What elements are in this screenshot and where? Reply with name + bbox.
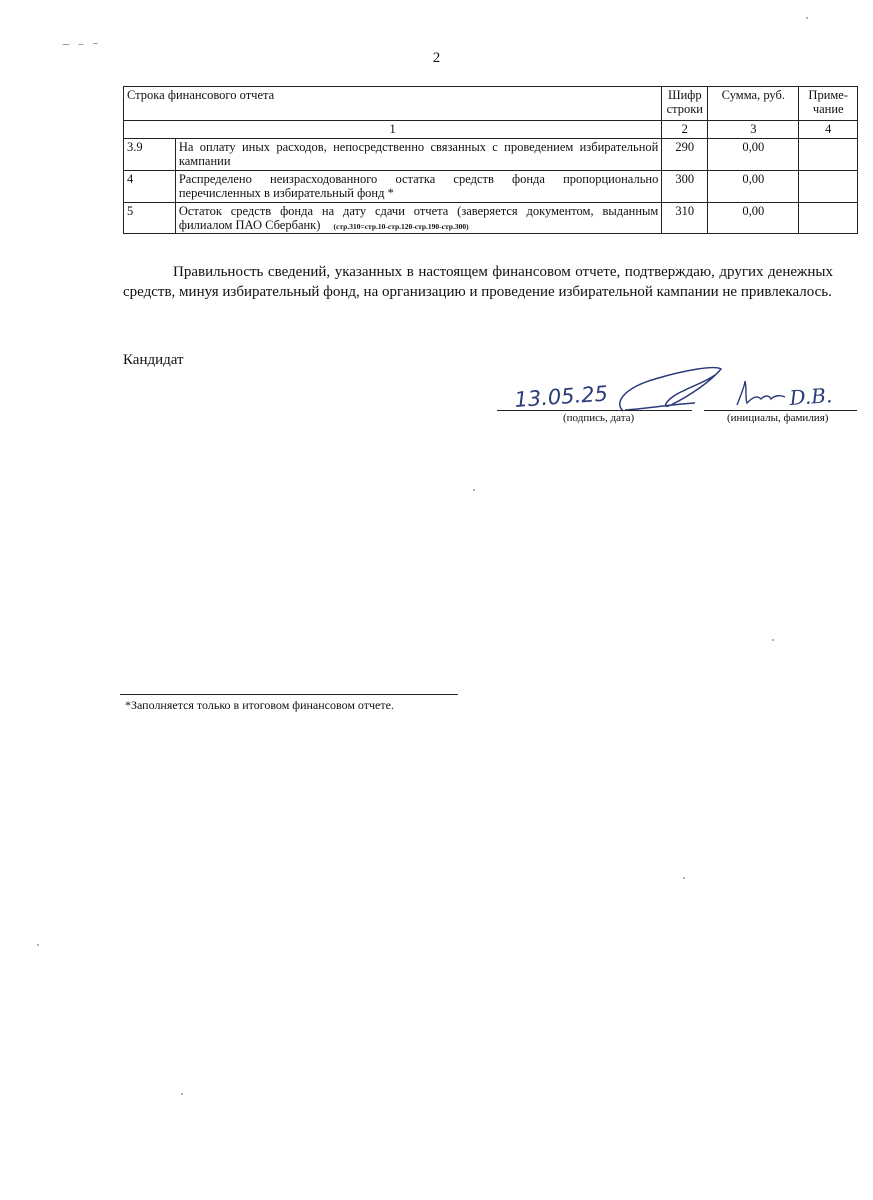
statement-paragraph: Правильность сведений, указанных в настоящем финансовом отчете, подтверждаю, других денежных средств, минуя избирательный фонд, на организацию и проведение избирательной кампании не привлекалось. <box>123 264 833 300</box>
table-row <box>124 170 858 202</box>
column-number: 2 <box>662 121 708 139</box>
row-formula: (стр.310=стр.10-стр.120-стр.190-стр.300) <box>333 221 469 231</box>
column-numbers-row <box>124 121 858 139</box>
scan-speck <box>37 944 39 946</box>
page-number: 2 <box>432 50 441 66</box>
table-row <box>124 202 858 234</box>
row-code: 300 <box>662 170 708 202</box>
row-code: 310 <box>662 202 708 234</box>
header-sum: Сумма, руб. <box>708 87 799 121</box>
table-header-row <box>124 87 858 121</box>
row-sum: 0,00 <box>708 202 799 234</box>
row-note <box>799 170 858 202</box>
candidate-label: Кандидат <box>123 352 184 368</box>
signature-line <box>497 410 692 411</box>
row-note <box>799 202 858 234</box>
scan-speck <box>62 44 70 45</box>
handwritten-name: D.B. <box>788 383 833 410</box>
header-report-line: Строка финансового отчета <box>124 87 662 121</box>
row-name: Распределено неизрасходованного остатка средств фонда пропорционально перечисленных в избирательный фонд * <box>175 170 661 202</box>
initials-line <box>704 410 857 411</box>
column-number: 1 <box>124 121 662 139</box>
row-name-cell <box>175 202 661 234</box>
scan-speck <box>78 44 84 45</box>
row-name: На оплату иных расходов, непосредственно связанных с проведением избирательной кампании <box>175 139 661 171</box>
scan-speck <box>473 489 475 491</box>
scan-speck <box>181 1093 183 1095</box>
scan-speck <box>93 43 98 44</box>
row-name: Остаток средств фонда на дату сдачи отчета (заверяется документом, выданным филиалом ПАО Сбербанк) <box>178 203 659 232</box>
row-line-number: 4 <box>124 170 176 202</box>
scan-speck <box>772 639 774 641</box>
footnote-divider <box>120 694 458 695</box>
row-line-number: 5 <box>124 202 176 234</box>
scan-speck <box>806 17 808 19</box>
header-note: Приме-чание <box>799 87 858 121</box>
row-line-number: 3.9 <box>124 139 176 171</box>
row-code: 290 <box>662 139 708 171</box>
table-row <box>124 139 858 171</box>
scan-speck <box>683 877 685 879</box>
column-number: 4 <box>799 121 858 139</box>
handwritten-date: 13.05.25 <box>513 381 609 412</box>
handwritten-signature <box>495 355 873 445</box>
initials-caption: (инициалы, фамилия) <box>727 412 829 424</box>
row-sum: 0,00 <box>708 170 799 202</box>
footnote-text: *Заполняется только в итоговом финансовом отчете. <box>125 698 394 712</box>
row-note <box>799 139 858 171</box>
header-line-code: Шифр строки <box>662 87 708 121</box>
row-sum: 0,00 <box>708 139 799 171</box>
column-number: 3 <box>708 121 799 139</box>
financial-report-table <box>123 86 858 234</box>
signature-caption: (подпись, дата) <box>563 412 635 424</box>
